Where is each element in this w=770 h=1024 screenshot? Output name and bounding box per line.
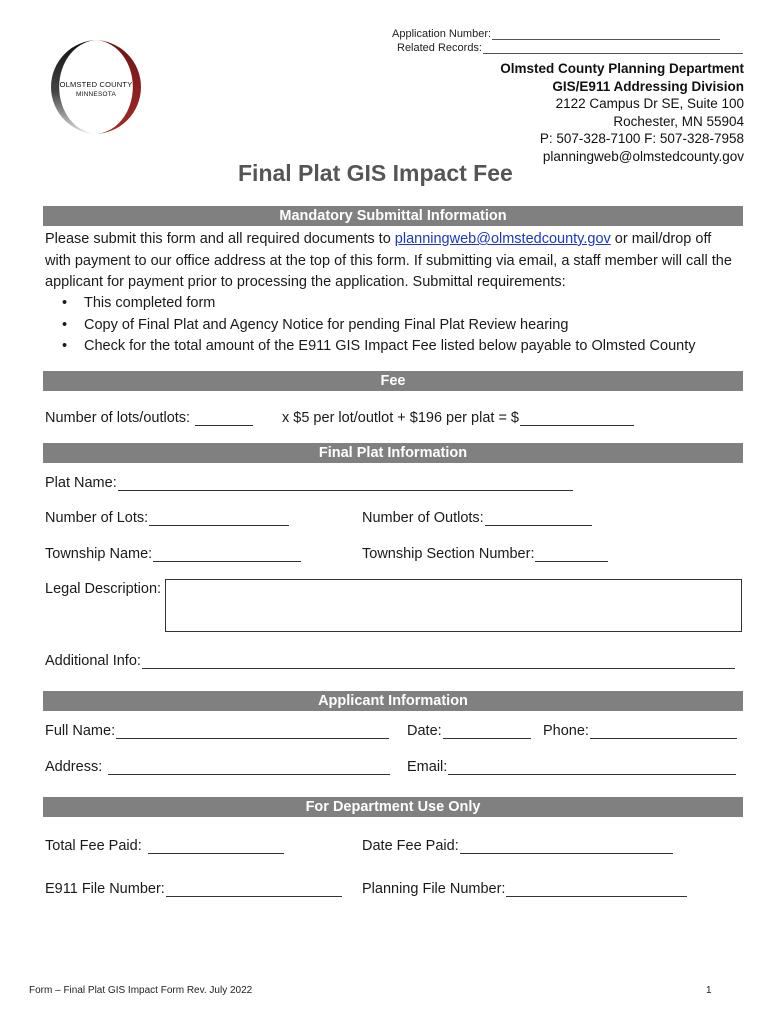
org-email: planningweb@olmstedcounty.gov (542, 148, 744, 164)
date-input[interactable] (443, 724, 531, 739)
related-records-field[interactable] (397, 42, 743, 54)
application-number-label: Application Number: (392, 28, 492, 40)
fee-total-input[interactable] (520, 411, 634, 426)
logo-line-2: MINNESOTA (76, 91, 116, 98)
number-of-lots-label: Number of Lots: (45, 510, 149, 526)
logo-line-1: OLMSTED COUNTY (59, 80, 133, 89)
email-label: Email: (407, 759, 448, 775)
application-number-input[interactable] (492, 29, 720, 40)
township-name-label: Township Name: (45, 546, 153, 562)
phone-label: Phone: (543, 723, 589, 739)
address-input[interactable] (108, 760, 390, 775)
plat-name-input[interactable] (118, 476, 573, 491)
total-fee-paid-label: Total Fee Paid: (45, 838, 142, 854)
page-number: 1 (706, 985, 712, 996)
section-header-department: For Department Use Only (43, 797, 743, 817)
plat-name-label: Plat Name: (45, 475, 117, 491)
email-input[interactable] (448, 760, 736, 775)
section-header-applicant: Applicant Information (43, 691, 743, 711)
county-logo (46, 38, 146, 136)
lots-outlots-field[interactable] (45, 408, 253, 426)
list-item: • Check for the total amount of the E911 GIS Impact Fee listed below payable to Olmsted County (62, 336, 695, 358)
org-phone-fax: P: 507-328-7100 F: 507-328-7958 (539, 131, 744, 146)
email-link[interactable]: planningweb@olmstedcounty.gov (394, 231, 611, 247)
township-name-field[interactable] (45, 544, 301, 562)
mandatory-instructions (45, 229, 740, 294)
plat-name-field[interactable] (45, 473, 573, 491)
township-name-input[interactable] (153, 547, 301, 562)
number-of-outlots-input[interactable] (485, 511, 592, 526)
date-fee-paid-input[interactable] (460, 839, 673, 854)
total-fee-paid-field[interactable] (45, 836, 284, 854)
additional-info-input[interactable] (142, 654, 735, 669)
date-fee-paid-field[interactable] (362, 836, 673, 854)
page-title: Final Plat GIS Impact Fee (238, 160, 513, 186)
number-of-lots-input[interactable] (149, 511, 289, 526)
related-records-label: Related Records: (397, 42, 482, 54)
requirements-list (62, 293, 695, 358)
org-street: 2122 Campus Dr SE, Suite 100 (555, 96, 744, 111)
full-name-input[interactable] (116, 724, 389, 739)
fee-formula-label: x $5 per lot/outlot + $196 per plat = $ (282, 410, 519, 426)
org-city: Rochester, MN 55904 (613, 113, 744, 129)
instructions-text-end: or mail/drop off with payment to our office address at the top of this form. If submitting via email, a staff member will call the applicant for payment prior to processing the application. Submittal requirements: (45, 231, 732, 290)
date-label: Date: (407, 723, 442, 739)
township-section-input[interactable] (535, 547, 608, 562)
email-field[interactable] (407, 757, 736, 775)
address-label: Address: (45, 759, 103, 775)
section-header-fee: Fee (43, 371, 743, 391)
full-name-label: Full Name: (45, 723, 116, 739)
lots-outlots-label: Number of lots/outlots: (45, 410, 191, 426)
lots-outlots-input[interactable] (195, 411, 253, 426)
township-section-label: Township Section Number: (362, 546, 535, 562)
org-address-block (500, 60, 744, 165)
footer-form-info: Form – Final Plat GIS Impact Form Rev. July 2022 (29, 985, 253, 996)
legal-description-input[interactable] (165, 579, 742, 632)
phone-input[interactable] (590, 724, 737, 739)
section-header-mandatory: Mandatory Submittal Information (43, 206, 743, 226)
date-field[interactable] (407, 721, 531, 739)
application-number-field[interactable] (392, 28, 720, 40)
number-of-outlots-label: Number of Outlots: (362, 510, 484, 526)
legal-description-label: Legal Description: (45, 581, 162, 597)
section-header-plat: Final Plat Information (43, 443, 743, 463)
phone-field[interactable] (543, 721, 737, 739)
planning-file-number-label: Planning File Number: (362, 881, 506, 897)
date-fee-paid-label: Date Fee Paid: (362, 838, 459, 854)
additional-info-field[interactable] (45, 651, 735, 669)
number-of-outlots-field[interactable] (362, 508, 592, 526)
e911-file-number-input[interactable] (166, 882, 342, 897)
number-of-lots-field[interactable] (45, 508, 289, 526)
e911-file-number-field[interactable] (45, 879, 342, 897)
additional-info-label: Additional Info: (45, 653, 141, 669)
e911-file-number-label: E911 File Number: (45, 881, 165, 897)
list-item: • Copy of Final Plat and Agency Notice for pending Final Plat Review hearing (62, 315, 695, 337)
planning-file-number-input[interactable] (506, 882, 687, 897)
related-records-input[interactable] (483, 43, 743, 54)
full-name-field[interactable] (45, 721, 389, 739)
total-fee-paid-input[interactable] (148, 839, 284, 854)
fee-total-field[interactable] (282, 408, 634, 426)
org-division: GIS/E911 Addressing Division (552, 78, 744, 94)
instructions-text-start: Please submit this form and all required documents to (45, 231, 395, 247)
township-section-field[interactable] (362, 544, 608, 562)
list-item: • This completed form (62, 293, 695, 315)
planning-file-number-field[interactable] (362, 879, 687, 897)
address-field[interactable] (45, 757, 390, 775)
org-name: Olmsted County Planning Department (500, 61, 744, 76)
